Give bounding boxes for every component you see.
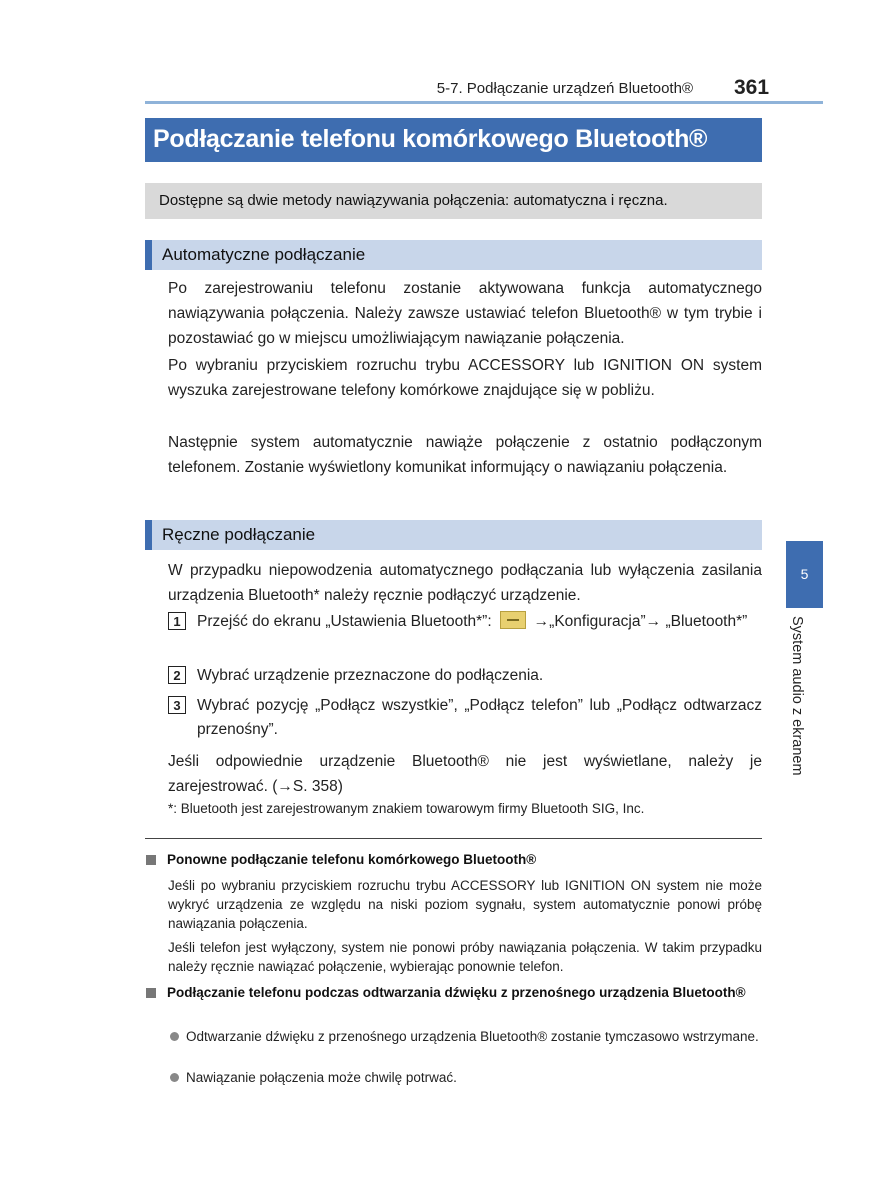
header-rule [145,101,823,104]
trademark-footnote: *: Bluetooth jest zarejestrowanym znakiem towarowym firmy Bluetooth SIG, Inc. [168,801,645,816]
manual-heading-text: Ręczne podłączanie [162,525,316,544]
note-2-bullet-1 [168,1027,762,1065]
chapter-tab [786,541,823,608]
circle-bullet-icon [170,1073,179,1082]
manual-paragraph-1: W przypadku niepowodzenia automatycznego podłączania lub wyłączenia zasilania urządzenia Bluetooth* należy ręcznie podłączyć urządzenie. [168,562,762,604]
step-2-text: Wybrać urządzenie przeznaczone do podłączenia. [197,667,544,684]
auto-heading-text: Automatyczne podłączanie [162,245,366,264]
notes-divider [145,838,762,839]
note-1-paragraph-1: Jeśli po wybraniu przyciskiem rozruchu trybu ACCESSORY lub IGNITION ON system nie może wykryć urządzenia ze względu na niski poziom sygnału, system automatycznie ponowi próbę nawiązania połączenia. [168,878,762,931]
step-1 [168,610,762,658]
circle-bullet-icon [170,1032,179,1041]
step-1-text-after: →„Konfiguracja”→ „Bluetooth*” [533,613,748,630]
menu-button-icon [500,611,526,629]
note-1-heading-text: Ponowne podłączanie telefonu komórkowego Bluetooth® [167,852,537,867]
step-3-text: Wybrać pozycję „Podłącz wszystkie”, „Podłącz telefon” lub „Podłącz odtwarzacz przenośny”. [197,697,762,738]
manual-paragraph-2: Jeśli odpowiednie urządzenie Bluetooth® nie jest wyświetlane, należy je zarejestrować. (→S. 358) [168,753,762,795]
chapter-tab-label: System audio z ekranem [789,616,805,776]
header-section-title: 5-7. Podłączanie urządzeń Bluetooth® [436,80,693,97]
auto-paragraph-2: Po wybraniu przyciskiem rozruchu trybu ACCESSORY lub IGNITION ON system wyszuka zarejestrowane telefony komórkowe znajdujące się w pobliżu. [168,357,762,399]
note-2-bullet-1-text: Odtwarzanie dźwięku z przenośnego urządzenia Bluetooth® zostanie tymczasowo wstrzymane. [186,1029,759,1044]
page-number: 361 [734,76,770,99]
auto-section-heading [145,240,762,270]
note-2-bullet-2 [168,1068,762,1087]
step-1-text-before: Przejść do ekranu „Ustawienia Bluetooth*”: [197,613,492,630]
note-2-heading-text: Podłączanie telefonu podczas odtwarzania dźwięku z przenośnego urządzenia Bluetooth® [167,985,746,1000]
note-2-bullet-2-text: Nawiązanie połączenia może chwilę potrwać. [186,1070,457,1085]
chapter-tab-number: 5 [800,566,809,582]
step-1-number: 1 [168,612,186,630]
square-bullet-icon [146,988,156,998]
manual-section-heading [145,520,762,550]
note-1-heading [146,850,762,869]
intro-box [145,183,762,219]
step-3-number: 3 [168,696,186,714]
auto-paragraph-1: Po zarejestrowaniu telefonu zostanie aktywowana funkcja automatycznego nawiązywania połączenia. Należy zawsze ustawiać telefon Bluetooth® w tym trybie i pozostawiać go w miejscu umożliwiającym nawiązanie połączenia. [168,280,762,347]
square-bullet-icon [146,855,156,865]
auto-paragraph-3: Następnie system automatycznie nawiąże połączenie z ostatnio podłączonym telefonem. Zostanie wyświetlony komunikat informujący o nawiązaniu połączenia. [168,434,762,476]
step-3 [168,694,762,742]
note-1-paragraph-2: Jeśli telefon jest wyłączony, system nie ponowi próby nawiązania połączenia. W takim przypadku należy ręcznie nawiązać połączenie, wybierając ponownie telefon. [168,940,762,974]
note-2-heading [146,983,762,1021]
intro-text: Dostępne są dwie metody nawiązywania połączenia: automatyczna i ręczna. [159,192,668,209]
step-2 [168,664,762,688]
page-title-bar [145,118,762,162]
page-title: Podłączanie telefonu komórkowego Bluetooth® [153,125,708,153]
step-1-text [197,610,762,634]
step-2-number: 2 [168,666,186,684]
